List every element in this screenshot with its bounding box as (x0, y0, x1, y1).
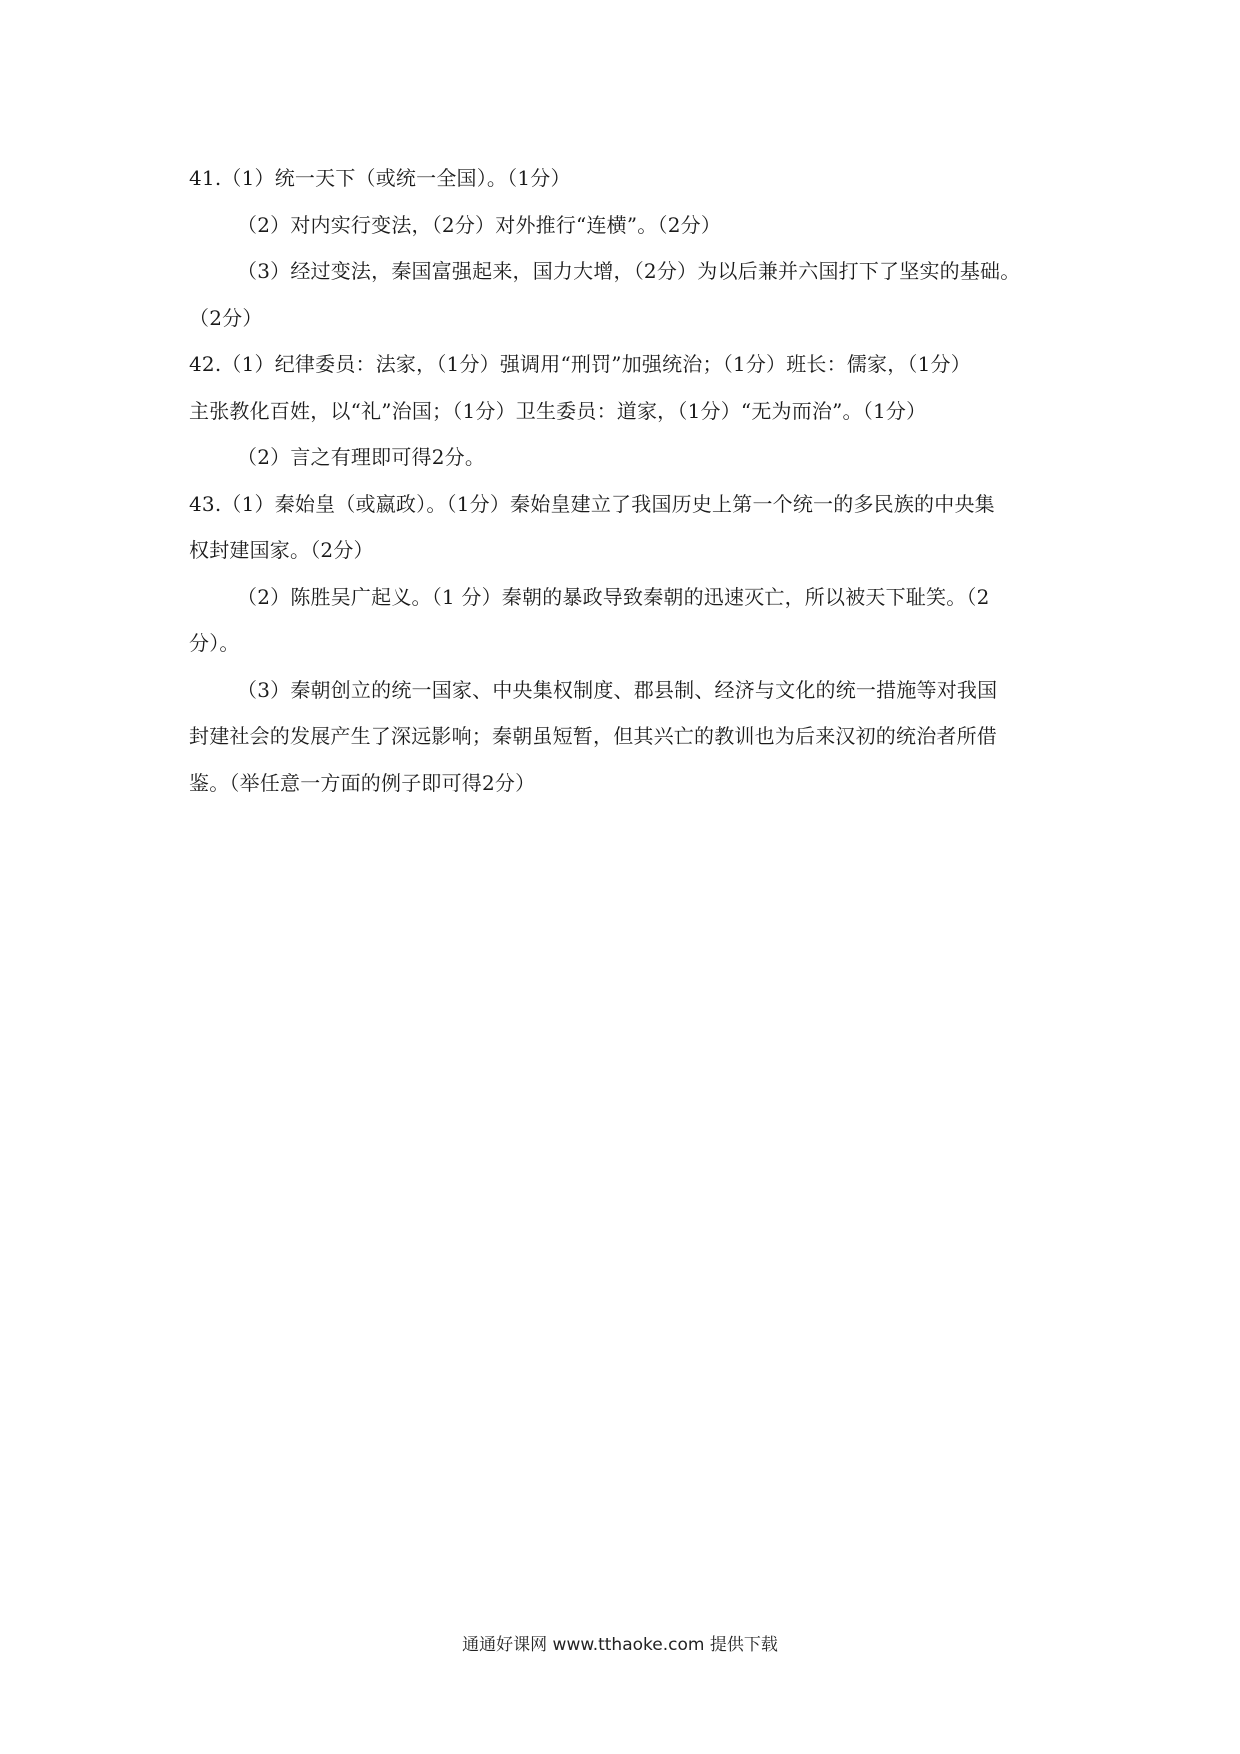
q43-line-6: 封建社会的发展产生了深远影响；秦朝虽短暂，但其兴亡的教训也为后来汉初的统治者所借 (189, 724, 997, 748)
q43-line-5: （3）秦朝创立的统一国家、中央集权制度、郡县制、经济与文化的统一措施等对我国 (237, 677, 998, 702)
q41-line-4: （2分） (189, 305, 263, 330)
q43-line-7: 鉴。（举任意一方面的例子即可得2分） (189, 770, 536, 795)
page-footer: 通通好课网 www.tthaoke.com 提供下载 (462, 1635, 778, 1655)
q41-line-1: 41.（1）统一天下（或统一全国）。（1分） (189, 166, 571, 190)
q43-line-3: （2）陈胜吴广起义。（1 分）秦朝的暴政导致秦朝的迅速灭亡，所以被天下耻笑。（2 (237, 584, 990, 609)
q43-line-1: 43.（1）秦始皇（或嬴政）。（1分）秦始皇建立了我国历史上第一个统一的多民族的中央集 (189, 491, 995, 516)
q43-line-2: 权封建国家。（2分） (189, 538, 374, 562)
q42-line-2: 主张教化百姓，以“礼”治国；（1分）卫生委员：道家，（1分）“无为而治”。（1分） (189, 398, 927, 423)
answer-content (189, 155, 1059, 806)
q41-line-3: （3）经过变法，秦国富强起来，国力大增，（2分）为以后兼并六国打下了坚实的基础。 (237, 259, 1021, 283)
q42-line-3: （2）言之有理即可得2分。 (237, 445, 486, 469)
q42-line-1: 42.（1）纪律委员：法家，（1分）强调用“刑罚”加强统治；（1分）班长：儒家，（1分） (189, 352, 971, 376)
q41-line-2: （2）对内实行变法，（2分）对外推行“连横”。（2分） (237, 212, 722, 237)
q43-line-4: 分）。 (189, 631, 240, 655)
